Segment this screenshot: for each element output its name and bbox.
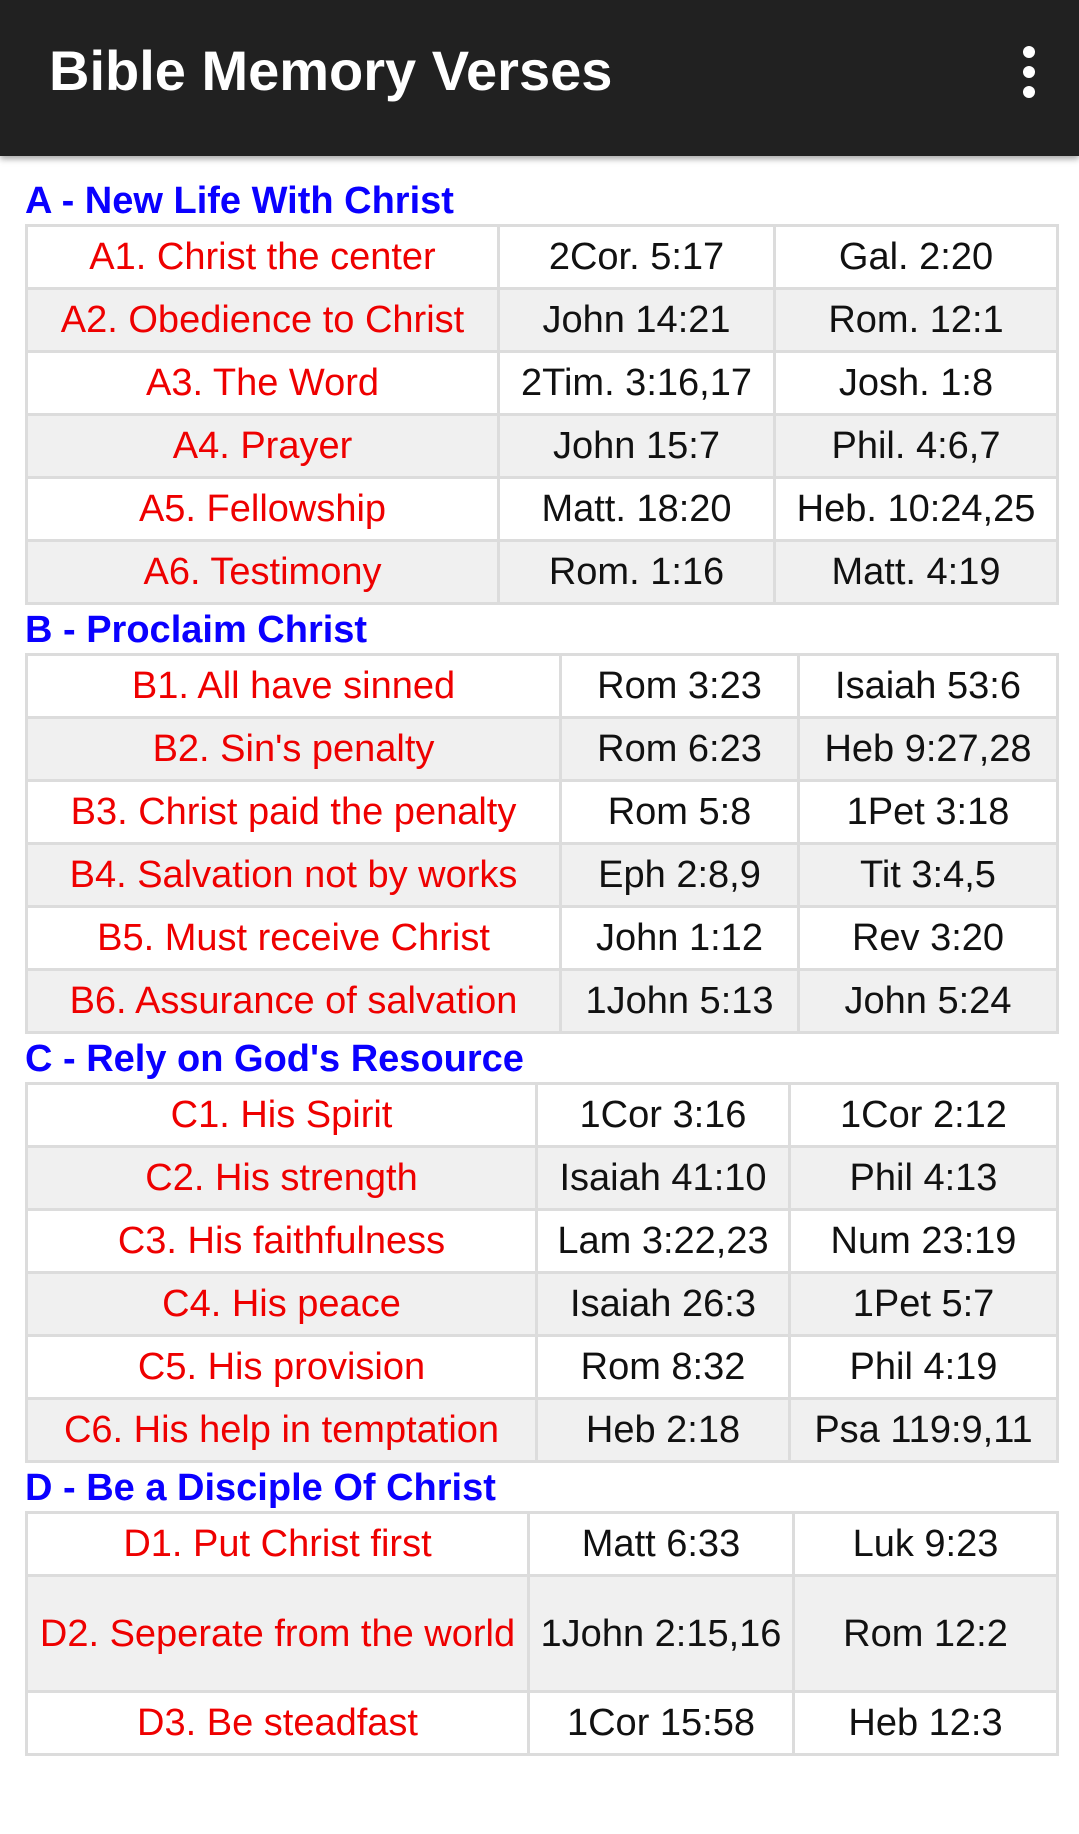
reference-cell[interactable]: Matt. 18:20: [499, 478, 775, 541]
reference-cell[interactable]: 1Cor 2:12: [790, 1084, 1058, 1147]
topic-cell[interactable]: C1. His Spirit: [27, 1084, 537, 1147]
section-table-a: [25, 224, 1059, 605]
reference-cell[interactable]: Luk 9:23: [794, 1513, 1058, 1576]
reference-cell[interactable]: Tit 3:4,5: [799, 844, 1058, 907]
reference-cell[interactable]: Rev 3:20: [799, 907, 1058, 970]
menu-dot: [1023, 66, 1035, 78]
topic-cell[interactable]: A4. Prayer: [27, 415, 499, 478]
reference-cell[interactable]: Isaiah 41:10: [537, 1147, 790, 1210]
table-row[interactable]: [27, 970, 1058, 1033]
reference-cell[interactable]: John 15:7: [499, 415, 775, 478]
topic-cell[interactable]: D3. Be steadfast: [27, 1692, 529, 1755]
topic-cell[interactable]: A1. Christ the center: [27, 226, 499, 289]
topic-cell[interactable]: A5. Fellowship: [27, 478, 499, 541]
reference-cell[interactable]: Rom 12:2: [794, 1576, 1058, 1692]
table-row[interactable]: [27, 781, 1058, 844]
table-row[interactable]: [27, 226, 1058, 289]
reference-cell[interactable]: Rom 8:32: [537, 1336, 790, 1399]
section-title-c: C - Rely on God's Resource: [25, 1038, 524, 1080]
topic-cell[interactable]: A2. Obedience to Christ: [27, 289, 499, 352]
reference-cell[interactable]: Phil. 4:6,7: [775, 415, 1058, 478]
reference-cell[interactable]: Matt. 4:19: [775, 541, 1058, 604]
reference-cell[interactable]: Num 23:19: [790, 1210, 1058, 1273]
table-row[interactable]: [27, 1399, 1058, 1462]
reference-cell[interactable]: 1John 5:13: [561, 970, 799, 1033]
reference-cell[interactable]: 1Cor 15:58: [529, 1692, 794, 1755]
table-row[interactable]: [27, 352, 1058, 415]
section-title-b: B - Proclaim Christ: [25, 609, 368, 651]
topic-cell[interactable]: B1. All have sinned: [27, 655, 561, 718]
topic-cell[interactable]: B3. Christ paid the penalty: [27, 781, 561, 844]
reference-cell[interactable]: Heb 2:18: [537, 1399, 790, 1462]
verse-list[interactable]: [0, 156, 1079, 1834]
reference-cell[interactable]: John 1:12: [561, 907, 799, 970]
topic-cell[interactable]: A6. Testimony: [27, 541, 499, 604]
reference-cell[interactable]: Isaiah 53:6: [799, 655, 1058, 718]
topic-cell[interactable]: B5. Must receive Christ: [27, 907, 561, 970]
table-row[interactable]: [27, 1576, 1058, 1692]
topic-cell[interactable]: C6. His help in temptation: [27, 1399, 537, 1462]
section-table-c: [25, 1082, 1059, 1463]
topic-cell[interactable]: C5. His provision: [27, 1336, 537, 1399]
table-row[interactable]: [27, 655, 1058, 718]
reference-cell[interactable]: Josh. 1:8: [775, 352, 1058, 415]
reference-cell[interactable]: Gal. 2:20: [775, 226, 1058, 289]
table-row[interactable]: [27, 1692, 1058, 1755]
reference-cell[interactable]: Rom 6:23: [561, 718, 799, 781]
reference-cell[interactable]: Heb 9:27,28: [799, 718, 1058, 781]
reference-cell[interactable]: Lam 3:22,23: [537, 1210, 790, 1273]
reference-cell[interactable]: 1John 2:15,16: [529, 1576, 794, 1692]
app-bar: [0, 0, 1079, 156]
section-table-d: [25, 1511, 1059, 1756]
reference-cell[interactable]: Heb. 10:24,25: [775, 478, 1058, 541]
topic-cell[interactable]: B6. Assurance of salvation: [27, 970, 561, 1033]
reference-cell[interactable]: Rom. 1:16: [499, 541, 775, 604]
reference-cell[interactable]: 2Tim. 3:16,17: [499, 352, 775, 415]
reference-cell[interactable]: Rom 3:23: [561, 655, 799, 718]
table-row[interactable]: [27, 1210, 1058, 1273]
table-row[interactable]: [27, 1513, 1058, 1576]
topic-cell[interactable]: B2. Sin's penalty: [27, 718, 561, 781]
more-vert-icon[interactable]: [997, 38, 1061, 106]
table-row[interactable]: [27, 844, 1058, 907]
topic-cell[interactable]: D2. Seperate from the world: [27, 1576, 529, 1692]
reference-cell[interactable]: Psa 119:9,11: [790, 1399, 1058, 1462]
reference-cell[interactable]: John 14:21: [499, 289, 775, 352]
reference-cell[interactable]: Eph 2:8,9: [561, 844, 799, 907]
table-row[interactable]: [27, 1336, 1058, 1399]
reference-cell[interactable]: Matt 6:33: [529, 1513, 794, 1576]
reference-cell[interactable]: Rom 5:8: [561, 781, 799, 844]
reference-cell[interactable]: 2Cor. 5:17: [499, 226, 775, 289]
menu-dot: [1023, 86, 1035, 98]
table-row[interactable]: [27, 718, 1058, 781]
table-row[interactable]: [27, 1273, 1058, 1336]
table-row[interactable]: [27, 1084, 1058, 1147]
table-row[interactable]: [27, 1147, 1058, 1210]
section-title-d: D - Be a Disciple Of Christ: [25, 1467, 496, 1509]
topic-cell[interactable]: C4. His peace: [27, 1273, 537, 1336]
app-title: Bible Memory Verses: [49, 39, 613, 102]
table-row[interactable]: [27, 541, 1058, 604]
topic-cell[interactable]: D1. Put Christ first: [27, 1513, 529, 1576]
section-table-b: [25, 653, 1059, 1034]
reference-cell[interactable]: 1Cor 3:16: [537, 1084, 790, 1147]
reference-cell[interactable]: 1Pet 3:18: [799, 781, 1058, 844]
reference-cell[interactable]: Rom. 12:1: [775, 289, 1058, 352]
topic-cell[interactable]: C3. His faithfulness: [27, 1210, 537, 1273]
table-row[interactable]: [27, 478, 1058, 541]
topic-cell[interactable]: B4. Salvation not by works: [27, 844, 561, 907]
reference-cell[interactable]: Phil 4:19: [790, 1336, 1058, 1399]
reference-cell[interactable]: 1Pet 5:7: [790, 1273, 1058, 1336]
reference-cell[interactable]: Phil 4:13: [790, 1147, 1058, 1210]
reference-cell[interactable]: Isaiah 26:3: [537, 1273, 790, 1336]
reference-cell[interactable]: Heb 12:3: [794, 1692, 1058, 1755]
topic-cell[interactable]: A3. The Word: [27, 352, 499, 415]
menu-dot: [1023, 46, 1035, 58]
topic-cell[interactable]: C2. His strength: [27, 1147, 537, 1210]
section-title-a: A - New Life With Christ: [25, 180, 454, 222]
table-row[interactable]: [27, 415, 1058, 478]
table-row[interactable]: [27, 289, 1058, 352]
table-row[interactable]: [27, 907, 1058, 970]
reference-cell[interactable]: John 5:24: [799, 970, 1058, 1033]
